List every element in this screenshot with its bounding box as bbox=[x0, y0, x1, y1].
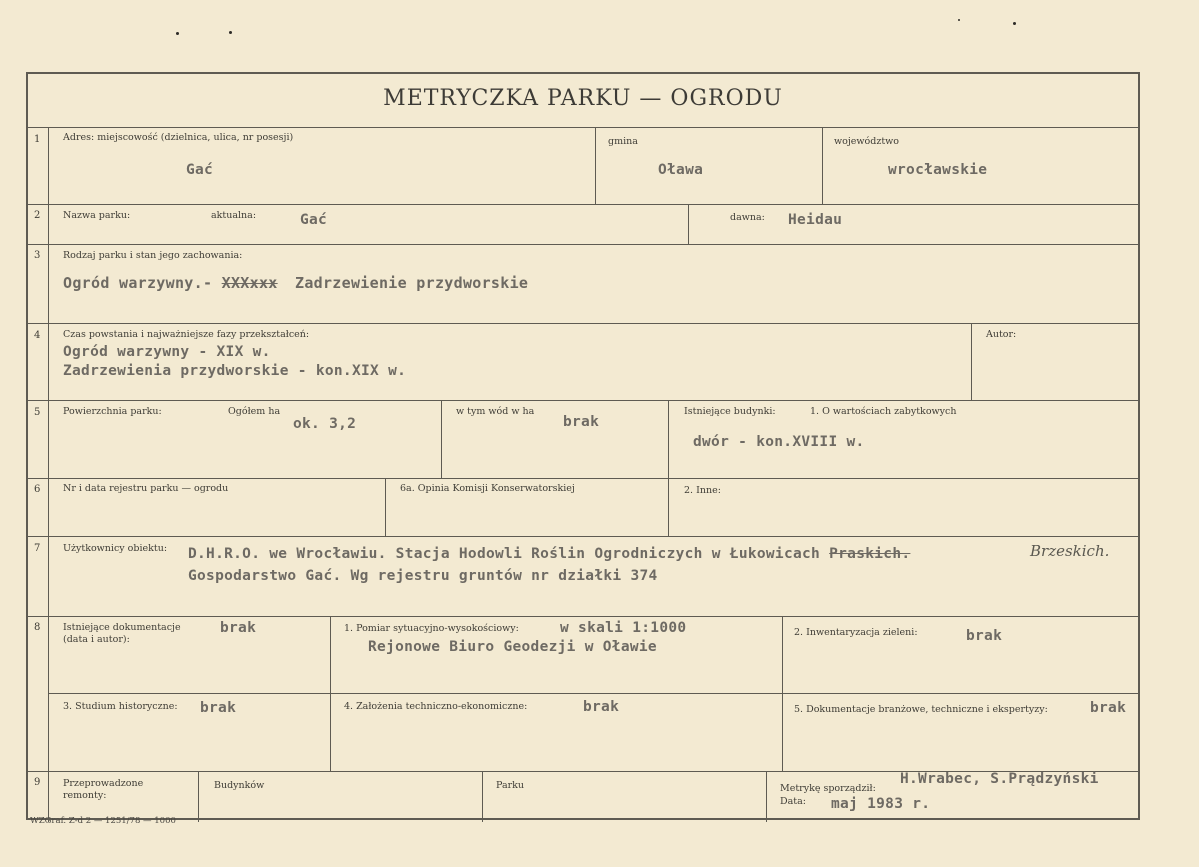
existing-docs-label: Istniejące dokumentacje bbox=[63, 622, 181, 633]
rule bbox=[48, 693, 1140, 694]
repairs-buildings-label: Budynków bbox=[214, 780, 265, 791]
history-line-2: Zadrzewienia przydworskie - kon.XIX w. bbox=[63, 363, 407, 379]
survey-label: 1. Pomiar sytuacyjno-wysokościowy: bbox=[344, 623, 519, 634]
row-number: 8 bbox=[34, 622, 41, 633]
rule bbox=[198, 771, 199, 822]
rule bbox=[28, 616, 1138, 617]
repairs-label: Przeprowadzone bbox=[63, 778, 144, 789]
wojewodztwo-value: wrocławskie bbox=[888, 162, 988, 178]
users-line-2: Gospodarstwo Gać. Wg rejestru gruntów nr działki 374 bbox=[188, 568, 658, 584]
branch-docs-label: 5. Dokumentacje branżowe, techniczne i ekspertyzy: bbox=[794, 704, 1048, 715]
opinion-label: 6a. Opinia Komisji Konserwatorskiej bbox=[400, 483, 575, 494]
survey-value-scale: w skali 1:1000 bbox=[560, 620, 687, 636]
existing-docs-value: brak bbox=[220, 620, 257, 636]
rule bbox=[595, 127, 596, 204]
survey-value-office: Rejonowe Biuro Geodezji w Oławie bbox=[368, 639, 657, 655]
buildings-label: Istniejące budynki: bbox=[684, 406, 776, 417]
users-line-1-struck: Praskich. bbox=[829, 546, 911, 562]
total-area-label: Ogółem ha bbox=[228, 406, 281, 417]
rule bbox=[330, 616, 331, 771]
register-label: Nr i data rejestru parku — ogrodu bbox=[63, 483, 229, 494]
rule bbox=[971, 323, 972, 400]
rule bbox=[766, 771, 767, 822]
rule bbox=[822, 127, 823, 204]
history-label: Czas powstania i najważniejsze fazy przekształceń: bbox=[63, 329, 310, 340]
prepared-by-value: H.Wrabec, S.Prądzyński bbox=[900, 771, 1099, 787]
current-name-value: Gać bbox=[300, 212, 328, 228]
former-name-value: Heidau bbox=[788, 212, 843, 228]
row-number: 4 bbox=[34, 330, 41, 341]
former-name-label: dawna: bbox=[730, 212, 765, 223]
rule bbox=[688, 204, 689, 244]
rule bbox=[441, 400, 442, 478]
date-value: maj 1983 r. bbox=[831, 796, 931, 812]
users-line-1 bbox=[188, 546, 910, 562]
rule bbox=[668, 400, 669, 478]
rule bbox=[385, 478, 386, 536]
total-area-value: ok. 3,2 bbox=[293, 416, 357, 432]
historical-study-label: 3. Studium historyczne: bbox=[63, 701, 178, 712]
branch-docs-value: brak bbox=[1090, 700, 1127, 716]
rule bbox=[482, 771, 483, 822]
water-area-value: brak bbox=[563, 414, 600, 430]
park-type-label: Rodzaj parku i stan jego zachowania: bbox=[63, 250, 243, 261]
form-title: METRYCZKA PARKU — OGRODU bbox=[383, 86, 783, 111]
park-name-label: Nazwa parku: bbox=[63, 210, 131, 221]
row-number: 2 bbox=[34, 210, 41, 221]
greenery-inventory-value: brak bbox=[966, 628, 1003, 644]
other-buildings-label: 2. Inne: bbox=[684, 485, 721, 496]
current-name-label: aktualna: bbox=[211, 210, 257, 221]
row-number: 1 bbox=[34, 134, 41, 145]
park-type-prefix: Ogród warzywny.- bbox=[63, 274, 213, 292]
row-number: 6 bbox=[34, 484, 41, 495]
park-type-suffix: Zadrzewienie przydworskie bbox=[294, 274, 529, 292]
users-label: Użytkownicy obiektu: bbox=[63, 543, 168, 554]
date-label: Data: bbox=[780, 796, 806, 807]
print-footer: WZGraf. Z-d 2 — 1251/78 — 1000 bbox=[30, 816, 176, 826]
rule bbox=[28, 478, 1138, 479]
existing-docs-sublabel: (data i autor): bbox=[63, 634, 130, 645]
buildings-historic-label: 1. O wartościach zabytkowych bbox=[810, 406, 957, 417]
row-number: 7 bbox=[34, 543, 41, 554]
wojewodztwo-label: województwo bbox=[834, 136, 900, 147]
repairs-sublabel: remonty: bbox=[63, 790, 107, 801]
address-label: Adres: miejscowość (dzielnica, ulica, nr posesji) bbox=[63, 132, 294, 143]
rule bbox=[28, 244, 1138, 245]
park-type-struck: XXXxxx bbox=[221, 274, 278, 292]
gmina-value: Oława bbox=[658, 162, 704, 178]
users-handwritten-correction: Brzeskich. bbox=[1030, 542, 1110, 560]
row-number: 9 bbox=[34, 777, 41, 788]
water-area-label: w tym wód w ha bbox=[456, 406, 535, 417]
tech-econ-label: 4. Założenia techniczno-ekonomiczne: bbox=[344, 701, 528, 712]
rule bbox=[28, 204, 1138, 205]
rule bbox=[28, 127, 1138, 128]
history-line-1: Ogród warzywny - XIX w. bbox=[63, 344, 271, 360]
paper-speck bbox=[229, 31, 232, 34]
rule bbox=[668, 478, 669, 536]
repairs-park-label: Parku bbox=[496, 780, 525, 791]
prepared-by-label: Metrykę sporządził: bbox=[780, 783, 876, 794]
form-sheet bbox=[26, 72, 1140, 820]
tech-econ-value: brak bbox=[583, 699, 620, 715]
park-area-label: Powierzchnia parku: bbox=[63, 406, 162, 417]
paper-speck bbox=[176, 32, 179, 35]
users-line-1-text: D.H.R.O. we Wrocławiu. Stacja Hodowli Roślin Ogrodniczych w Łukowicach bbox=[188, 546, 821, 562]
park-type-value bbox=[63, 274, 528, 292]
rule bbox=[782, 616, 783, 771]
author-label: Autor: bbox=[986, 329, 1017, 340]
row-number: 3 bbox=[34, 250, 41, 261]
historical-study-value: brak bbox=[200, 700, 237, 716]
greenery-inventory-label: 2. Inwentaryzacja zieleni: bbox=[794, 627, 918, 638]
paper-speck bbox=[958, 19, 960, 21]
buildings-value: dwór - kon.XVIII w. bbox=[693, 434, 865, 450]
rule bbox=[48, 127, 49, 822]
gmina-label: gmina bbox=[608, 136, 638, 147]
row-number: 5 bbox=[34, 407, 41, 418]
rule bbox=[28, 536, 1138, 537]
paper-speck bbox=[1013, 22, 1016, 25]
address-value: Gać bbox=[186, 162, 214, 178]
rule bbox=[28, 400, 1138, 401]
